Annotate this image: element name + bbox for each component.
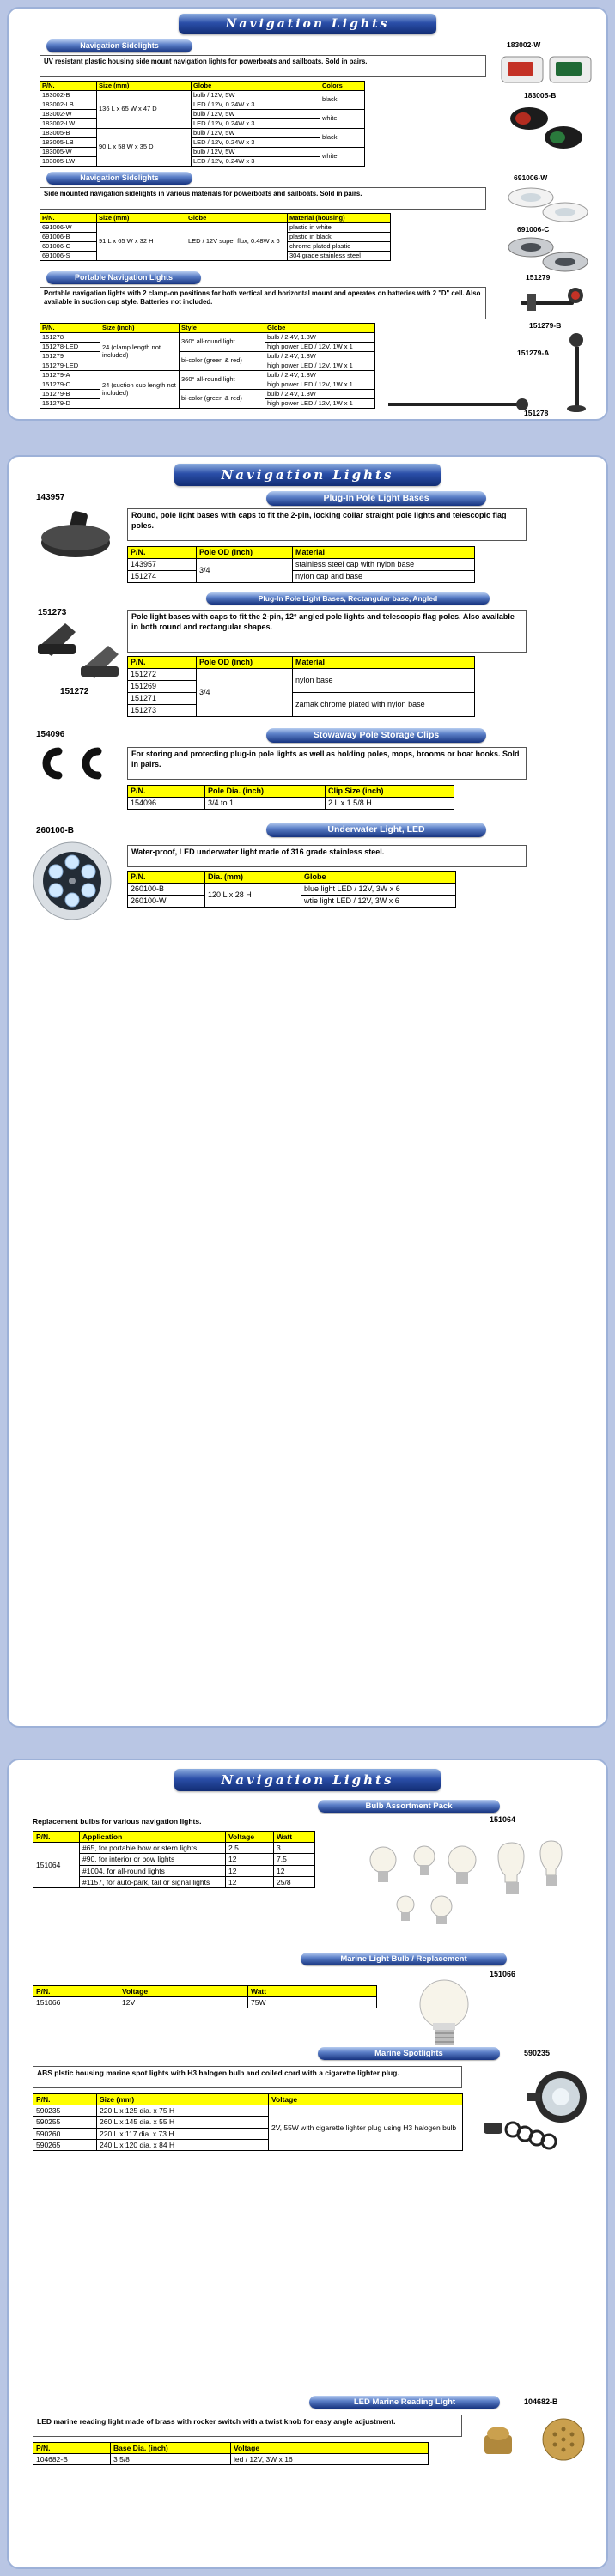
product-code: 691006-C <box>517 225 550 234</box>
product-code: 691006-W <box>514 173 548 182</box>
table-cell: 220 L x 125 dia. x 75 H <box>97 2105 269 2117</box>
table-cell: #1157, for auto-park, tail or signal lights <box>80 1876 226 1887</box>
product-table <box>40 81 365 167</box>
angled-bases-table <box>127 656 475 717</box>
table-cell: 3/4 <box>197 669 293 717</box>
section-title-portable-navigation-lights: Portable Navigation Lights <box>46 271 201 284</box>
section-description: Water-proof, LED underwater light made of 316 grade stainless steel. <box>127 845 527 867</box>
product-table <box>40 323 375 409</box>
table-header-cell: Globe <box>192 82 320 91</box>
sidelights-table-1 <box>40 81 365 167</box>
table-row <box>128 559 475 571</box>
product-table <box>33 2093 463 2151</box>
product-image-bulb-assortment <box>352 1831 586 1931</box>
product-image-sidelights-black <box>507 103 593 157</box>
product-table <box>33 1985 377 2008</box>
table-header-cell: P/N. <box>33 1986 119 1997</box>
table-cell: 151278-LED <box>40 343 100 352</box>
table-cell: 260100-W <box>128 896 205 908</box>
table-cell: 220 L x 117 dia. x 73 H <box>97 2128 269 2139</box>
catalog-page-3 <box>7 1759 608 2569</box>
table-cell: 12 <box>226 1865 274 1876</box>
product-code: 151279-B <box>529 321 562 330</box>
product-code: 151064 <box>490 1815 516 1824</box>
table-header-cell: P/N. <box>33 2094 97 2105</box>
table-cell: 151274 <box>128 571 197 583</box>
table-header-cell: Globe <box>265 324 375 333</box>
section-description: ABS plstic housing marine spot lights with H3 halogen bulb and coiled cord with a cigarette lighter plug. <box>33 2066 462 2088</box>
product-image-reading-light <box>471 2413 601 2470</box>
table-cell: 691006-S <box>40 252 97 261</box>
table-cell: 151269 <box>128 681 197 693</box>
table-cell: plastic in white <box>288 223 391 233</box>
section-description: Pole light bases with caps to fit the 2-pin, 12° angled pole lights and telescopic flag poles. Also available in both round and rectangular shapes. <box>127 610 527 653</box>
table-row <box>40 371 375 380</box>
table-cell: 136 L x 65 W x 47 D <box>97 91 192 129</box>
table-cell: 691006-W <box>40 223 97 233</box>
table-cell: 12 <box>226 1876 274 1887</box>
table-cell: 183002-W <box>40 110 97 119</box>
table-cell: 154096 <box>128 798 205 810</box>
product-code: 104682-B <box>524 2397 558 2406</box>
table-header-cell: Globe <box>301 872 456 884</box>
product-code: 151278 <box>524 409 549 417</box>
table-cell: 2V, 55W with cigarette lighter plug using H3 halogen bulb <box>269 2105 463 2151</box>
table-row <box>33 1843 315 1854</box>
table-cell: 151272 <box>128 669 197 681</box>
table-row <box>40 129 365 138</box>
table-header-cell: P/N. <box>128 872 205 884</box>
table-row <box>33 1997 377 2008</box>
table-cell: 151279 <box>40 352 100 361</box>
product-table <box>33 1831 315 1888</box>
table-cell: 151279-LED <box>40 361 100 371</box>
table-row <box>40 119 365 129</box>
table-cell: 24 (clamp length not included) <box>100 333 180 371</box>
table-header-cell: Size (inch) <box>100 324 180 333</box>
section-title-stowaway-pole-storage-clips: Stowaway Pole Storage Clips <box>266 728 486 743</box>
table-cell: high power LED / 12V, 1W x 1 <box>265 399 375 409</box>
table-row <box>40 91 365 100</box>
table-header-cell: P/N. <box>128 657 197 669</box>
table-cell: 151278 <box>40 333 100 343</box>
product-table <box>127 546 475 583</box>
table-header-cell: Watt <box>248 1986 377 1997</box>
table-cell: led / 12V, 3W x 16 <box>231 2454 429 2465</box>
table-cell: 151279-B <box>40 390 100 399</box>
table-header-cell: Pole OD (inch) <box>197 547 293 559</box>
table-cell: 360° all-round light <box>180 371 265 390</box>
table-header-cell: P/N. <box>40 82 97 91</box>
table-cell: 3 5/8 <box>111 2454 231 2465</box>
storage-clips-table <box>127 785 454 810</box>
product-image-sidelights-material-chrome <box>505 235 596 277</box>
table-cell: bulb / 2.4V, 1.8W <box>265 390 375 399</box>
section-description: Side mounted navigation sidelights in various materials for powerboats and sailboats. Sold in pairs. <box>40 187 486 210</box>
product-image-pole-light-vertical <box>565 331 588 418</box>
table-header-cell: Globe <box>186 214 288 223</box>
table-cell: white <box>320 110 365 129</box>
product-table <box>40 213 391 261</box>
table-cell: 183005-W <box>40 148 97 157</box>
section-title-plug-in-pole-light-bases: Plug-In Pole Light Bases <box>266 491 486 506</box>
table-header-cell: P/N. <box>40 214 97 223</box>
table-header-cell: Material <box>293 547 475 559</box>
table-row <box>33 2105 463 2117</box>
table-cell: 12 <box>226 1854 274 1865</box>
product-image-storage-clips <box>31 744 117 787</box>
section-title-underwater-light-led: Underwater Light, LED <box>266 823 486 837</box>
table-cell: 590260 <box>33 2128 97 2139</box>
table-row <box>128 669 475 681</box>
section-description: UV resistant plastic housing side mount navigation lights for powerboats and sailboats. Sold in pairs. <box>40 55 486 77</box>
table-cell: LED / 12V, 0.24W x 3 <box>192 119 320 129</box>
table-header-cell: Size (mm) <box>97 214 186 223</box>
table-cell: 3 <box>274 1843 315 1854</box>
table-row <box>40 148 365 157</box>
table-cell: 151279-C <box>40 380 100 390</box>
table-header-cell: Pole Dia. (inch) <box>205 786 326 798</box>
product-code: 183002-W <box>507 40 541 49</box>
table-cell: 7.5 <box>274 1854 315 1865</box>
portable-lights-table <box>40 323 375 409</box>
table-header-cell: Voltage <box>269 2094 463 2105</box>
table-cell: 183002-LB <box>40 100 97 110</box>
table-cell: LED / 12V, 0.24W x 3 <box>192 138 320 148</box>
table-header-cell: Dia. (mm) <box>205 872 301 884</box>
product-code: 260100-B <box>36 826 74 835</box>
table-cell: 183005-LW <box>40 157 97 167</box>
product-code: 151273 <box>38 608 67 617</box>
table-header-cell: P/N. <box>33 1832 80 1843</box>
section-description: For storing and protecting plug-in pole lights as well as holding poles, mops, brooms or boat hooks. Sold in pairs. <box>127 747 527 780</box>
table-header-cell: Voltage <box>231 2443 429 2454</box>
sidelights-table-2 <box>40 213 391 261</box>
table-cell: stainless steel cap with nylon base <box>293 559 475 571</box>
table-header-cell: Pole OD (inch) <box>197 657 293 669</box>
table-cell: 143957 <box>128 559 197 571</box>
table-header-cell: Colors <box>320 82 365 91</box>
table-row <box>40 110 365 119</box>
table-cell: 590255 <box>33 2117 97 2128</box>
table-cell: 25/8 <box>274 1876 315 1887</box>
table-cell: 590265 <box>33 2139 97 2150</box>
table-cell: 151066 <box>33 1997 119 2008</box>
table-header-cell: Size (mm) <box>97 82 192 91</box>
table-cell: high power LED / 12V, 1W x 1 <box>265 343 375 352</box>
table-cell: 691006-C <box>40 242 97 252</box>
page-banner: Navigation Lights <box>179 14 436 34</box>
table-cell: plastic in black <box>288 233 391 242</box>
reading-light-table <box>33 2442 429 2465</box>
table-header-cell: Material (housing) <box>288 214 391 223</box>
table-row <box>128 884 456 896</box>
table-cell: 91 L x 65 W x 32 H <box>97 223 186 261</box>
table-cell: high power LED / 12V, 1W x 1 <box>265 380 375 390</box>
table-cell: 151271 <box>128 693 197 705</box>
table-cell: 240 L x 120 dia. x 84 H <box>97 2139 269 2150</box>
table-cell: white <box>320 148 365 167</box>
catalog-page-1 <box>7 7 608 421</box>
table-row <box>128 798 454 810</box>
table-cell: bulb / 12V, 5W <box>192 129 320 138</box>
table-cell: 104682-B <box>33 2454 111 2465</box>
table-cell: 183005-B <box>40 129 97 138</box>
table-header-cell: Voltage <box>226 1832 274 1843</box>
section-title-navigation-sidelights-2: Navigation Sidelights <box>46 172 192 185</box>
product-code: 151272 <box>60 687 89 696</box>
table-cell: 120 L x 28 H <box>205 884 301 908</box>
table-row <box>128 693 475 705</box>
product-table <box>127 656 475 717</box>
table-cell: 151279-A <box>40 371 100 380</box>
section-description: Round, pole light bases with caps to fit the 2-pin, locking collar straight pole lights and telescopic flag poles. <box>127 508 527 541</box>
table-cell: LED / 12V, 0.24W x 3 <box>192 100 320 110</box>
catalog-page-2 <box>7 455 608 1728</box>
table-cell: black <box>320 129 365 148</box>
table-cell: nylon cap and base <box>293 571 475 583</box>
table-row <box>40 352 375 361</box>
product-image-spotlight <box>477 2066 597 2166</box>
spotlights-table <box>33 2093 463 2151</box>
product-code: 151279-A <box>517 349 550 357</box>
table-cell: 691006-B <box>40 233 97 242</box>
table-cell: 590235 <box>33 2105 97 2117</box>
product-image-angled-pole-bases <box>31 618 124 690</box>
table-cell: LED / 12V super flux, 0.48W x 6 <box>186 223 288 261</box>
table-cell: 3/4 to 1 <box>205 798 326 810</box>
table-cell: bulb / 2.4V, 1.8W <box>265 371 375 380</box>
table-header-cell: P/N. <box>128 547 197 559</box>
table-cell: black <box>320 91 365 110</box>
table-cell: nylon base <box>293 669 475 693</box>
table-cell: bulb / 12V, 5W <box>192 148 320 157</box>
table-cell: 24 (suction cup length not included) <box>100 371 180 409</box>
section-title-marine-light-bulb-replacement: Marine Light Bulb / Replacement <box>301 1953 507 1965</box>
table-cell: 151273 <box>128 705 197 717</box>
table-row <box>40 157 365 167</box>
product-code: 151279 <box>526 273 551 282</box>
pole-bases-table <box>127 546 475 583</box>
product-image-sidelights-white <box>500 52 594 92</box>
product-table <box>127 871 456 908</box>
table-cell: 304 grade stainless steel <box>288 252 391 261</box>
table-cell: 183005-LB <box>40 138 97 148</box>
section-title-led-marine-reading-light: LED Marine Reading Light <box>309 2396 500 2409</box>
section-title-rectangular-angled-bases: Plug-In Pole Light Bases, Rectangular base, Angled <box>206 592 490 605</box>
table-cell: #1004, for all-round lights <box>80 1865 226 1876</box>
marine-bulb-table <box>33 1985 377 2008</box>
section-description: Portable navigation lights with 2 clamp-on positions for both vertical and horizontal mount and operates on batteries with 2 "D" cell. Also available in suction cup style. Batteries not included. <box>40 287 486 319</box>
table-header-cell: Clip Size (inch) <box>326 786 454 798</box>
table-cell: 183002-B <box>40 91 97 100</box>
page-banner: Navigation Lights <box>174 1769 441 1791</box>
table-header-cell: Application <box>80 1832 226 1843</box>
table-cell: chrome plated plastic <box>288 242 391 252</box>
table-cell: bulb / 2.4V, 1.8W <box>265 352 375 361</box>
table-cell: 2.5 <box>226 1843 274 1854</box>
bulb-assortment-table <box>33 1831 315 1888</box>
table-cell: 260 L x 145 dia. x 55 H <box>97 2117 269 2128</box>
table-cell: zamak chrome plated with nylon base <box>293 693 475 717</box>
table-cell: bulb / 12V, 5W <box>192 110 320 119</box>
table-cell: bulb / 12V, 5W <box>192 91 320 100</box>
product-image-round-pole-base <box>33 507 119 564</box>
table-cell: LED / 12V, 0.24W x 3 <box>192 157 320 167</box>
table-header-cell: Style <box>180 324 265 333</box>
page-banner: Navigation Lights <box>174 464 441 486</box>
table-cell: 75W <box>248 1997 377 2008</box>
table-cell: 12V <box>119 1997 248 2008</box>
table-row <box>40 333 375 343</box>
table-header-cell: Voltage <box>119 1986 248 1997</box>
table-header-cell: P/N. <box>40 324 100 333</box>
product-image-sidelights-material-white <box>505 185 596 228</box>
product-image-clamp-light <box>514 283 591 324</box>
table-cell: 2 L x 1 5/8 H <box>326 798 454 810</box>
section-description: LED marine reading light made of brass with rocker switch with a twist knob for easy angle adjustment. <box>33 2415 462 2437</box>
table-cell: 12 <box>274 1865 315 1876</box>
section-title-marine-spotlights: Marine Spotlights <box>318 2047 500 2060</box>
table-cell: 90 L x 58 W x 35 D <box>97 129 192 167</box>
product-image-pole-light-horizontal <box>387 397 533 416</box>
table-row <box>128 571 475 583</box>
table-cell: 151064 <box>33 1843 80 1888</box>
product-table <box>33 2442 429 2465</box>
product-code: 151066 <box>490 1970 516 1978</box>
table-header-cell: Watt <box>274 1832 315 1843</box>
table-cell: #90, for interior or bow lights <box>80 1854 226 1865</box>
table-header-cell: Base Dia. (inch) <box>111 2443 231 2454</box>
section-description: Replacement bulbs for various navigation lights. <box>33 1817 325 1827</box>
table-cell: 151279-D <box>40 399 100 409</box>
section-title-navigation-sidelights-1: Navigation Sidelights <box>46 39 192 52</box>
product-code: 590235 <box>524 2049 551 2057</box>
table-cell: 183002-LW <box>40 119 97 129</box>
table-cell: bi-color (green & red) <box>180 352 265 371</box>
table-header-cell: P/N. <box>128 786 205 798</box>
product-image-underwater-led-light <box>31 840 113 927</box>
product-code: 154096 <box>36 730 65 739</box>
table-row <box>40 138 365 148</box>
table-cell: #65, for portable bow or stern lights <box>80 1843 226 1854</box>
product-code: 183005-B <box>524 91 557 100</box>
table-cell: blue light LED / 12V, 3W x 6 <box>301 884 456 896</box>
table-cell: 360° all-round light <box>180 333 265 352</box>
table-cell: 3/4 <box>197 559 293 583</box>
table-cell: bi-color (green & red) <box>180 390 265 409</box>
table-header-cell: Size (mm) <box>97 2094 269 2105</box>
table-header-cell: Material <box>293 657 475 669</box>
table-cell: bulb / 2.4V, 1.8W <box>265 333 375 343</box>
product-code: 143957 <box>36 493 65 502</box>
table-header-cell: P/N. <box>33 2443 111 2454</box>
table-row <box>33 2454 429 2465</box>
section-title-bulb-assortment-pack: Bulb Assortment Pack <box>318 1800 500 1813</box>
table-row <box>40 390 375 399</box>
underwater-light-table <box>127 871 456 908</box>
table-row <box>40 100 365 110</box>
table-row <box>40 223 391 233</box>
table-cell: high power LED / 12V, 1W x 1 <box>265 361 375 371</box>
table-cell: wtie light LED / 12V, 3W x 6 <box>301 896 456 908</box>
table-cell: 260100-B <box>128 884 205 896</box>
product-table <box>127 785 454 810</box>
